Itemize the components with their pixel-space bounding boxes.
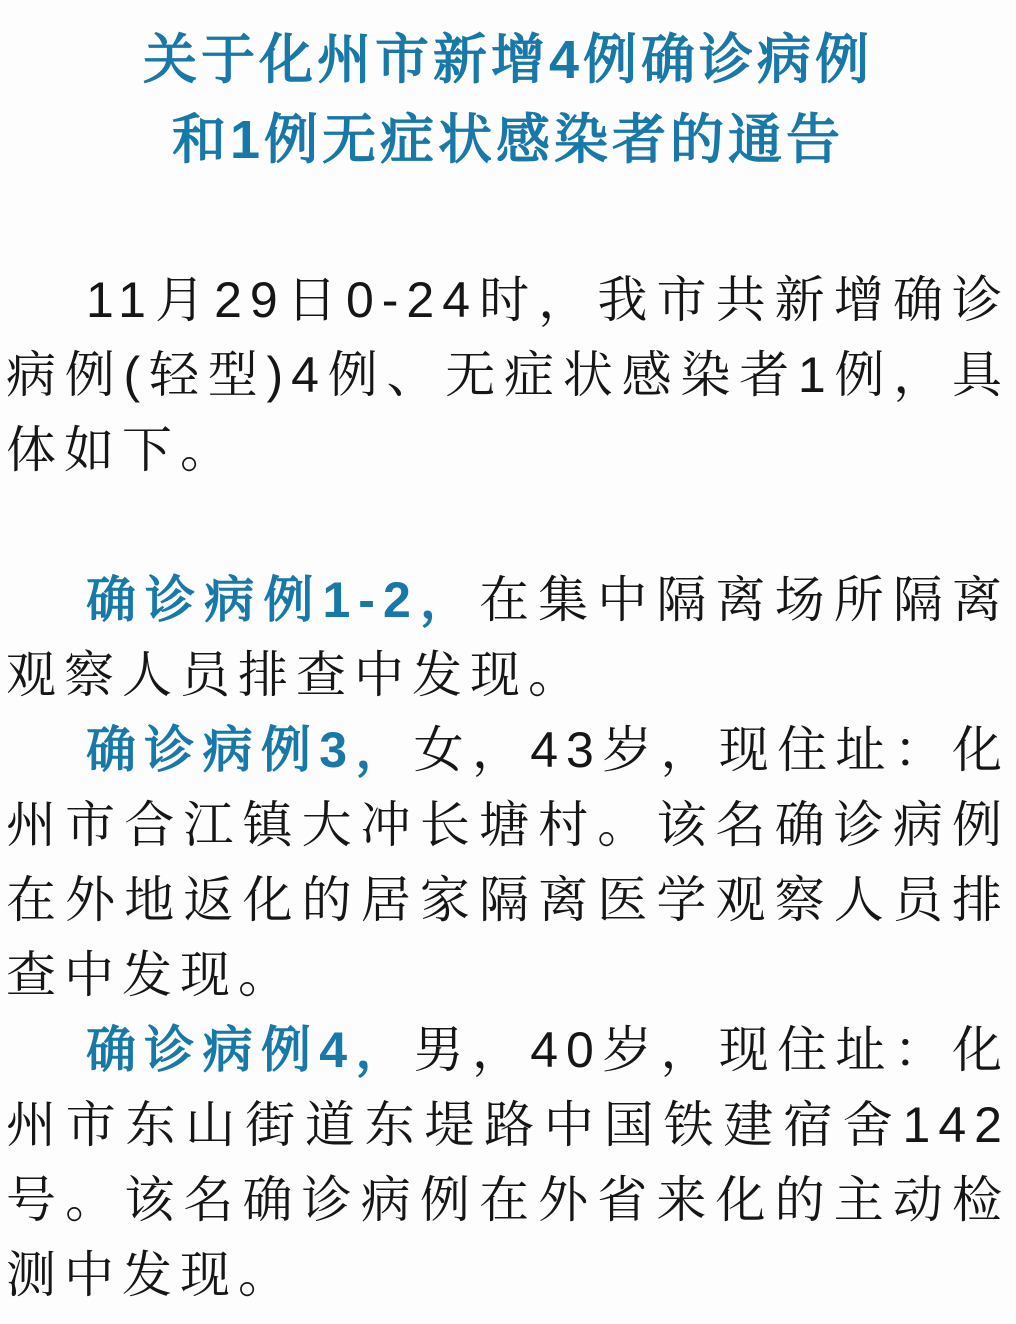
notice-body [0,180,1016,1313]
paragraph-case-3-text: 女，43岁，现住址：化州市合江镇大冲长塘村。该名确诊病例在外地返化的居家隔离医学观察人员排查中发现。 [6,722,1010,1003]
paragraph-case-3-lead: 确诊病例3， [86,722,414,778]
paragraph-case-1-2-lead: 确诊病例1-2， [86,572,480,628]
paragraph-summary-text: 11月29日0-24时，我市共新增确诊病例(轻型)4例、无症状感染者1例，具体如下。 [6,272,1010,478]
paragraph-case-1-2-text: 在集中隔离场所隔离观察人员排查中发现。 [6,572,1011,703]
notice-title-line1: 关于化州市新增4例确诊病例 [142,30,874,90]
notice-title-line2: 和1例无症状感染者的通告 [171,110,845,170]
notice-title [0,0,1016,180]
paragraph-case-4-text: 男，40岁，现住址：化州市东山街道东堤路中国铁建宿舍142号。该名确诊病例在外省来化的主动检测中发现。 [6,1022,1010,1303]
paragraph-case-1-2 [6,563,1010,713]
paragraph-case-3 [6,713,1010,1013]
paragraph-summary [6,263,1010,488]
paragraph-case-4 [6,1013,1010,1313]
paragraph-case-4-lead: 确诊病例4， [86,1022,414,1078]
